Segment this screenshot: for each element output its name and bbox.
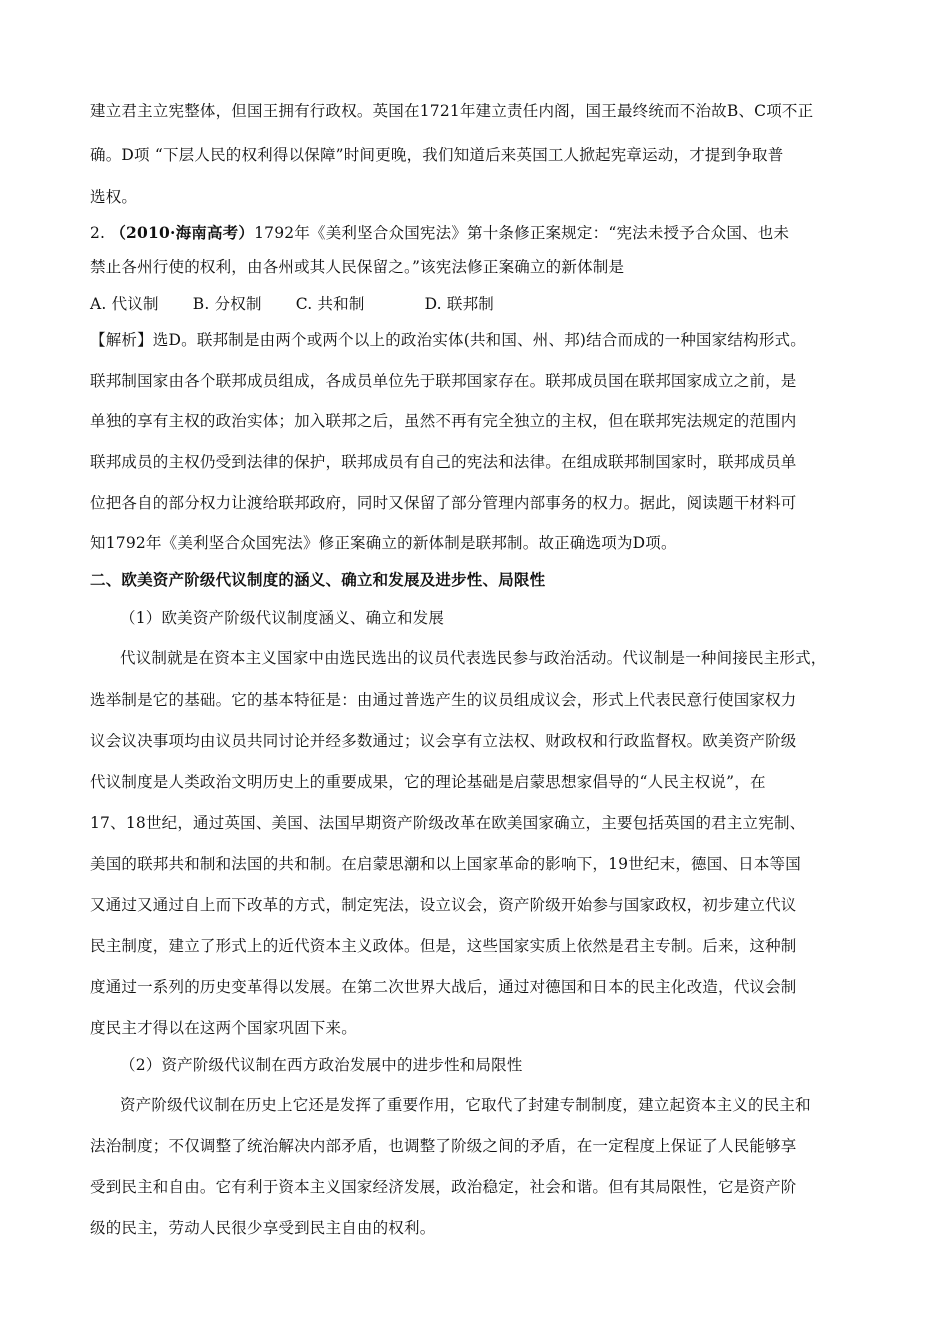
intro-line-3: 选权。 xyxy=(90,188,138,206)
sub-1-line-9: 度通过一系列的历史变革得以发展。在第二次世界大战后，通过对德国和日本的民主化改造，代议会制 xyxy=(90,978,797,996)
option-b: B. 分权制 xyxy=(192,295,262,313)
intro-line-2: 确。D项 “下层人民的权利得以保障”时间更晚，我们知道后来英国工人掀起宪章运动，才提到争取普 xyxy=(90,146,784,164)
sub-1-line-7: 又通过又通过自上而下改革的方式，制定宪法，设立议会，资产阶级开始参与国家政权，初步建立代议 xyxy=(90,896,797,914)
sub-2-line-4: 级的民主，劳动人民很少享受到民主自由的权利。 xyxy=(90,1219,436,1237)
analysis-line-4: 联邦成员的主权仍受到法律的保护，联邦成员有自己的宪法和法律。在组成联邦制国家时，联邦成员单 xyxy=(90,453,797,471)
question-2-stem-line-2: 禁止各州行使的权利，由各州或其人民保留之。”该宪法修正案确立的新体制是 xyxy=(90,258,625,276)
analysis-line-6: 知1792年《美利坚合众国宪法》修正案确立的新体制是联邦制。故正确选项为D项。 xyxy=(90,534,677,552)
sub-1-line-6: 美国的联邦共和制和法国的共和制。在启蒙思潮和以上国家革命的影响下，19世纪末，德国、日本等国 xyxy=(90,855,801,873)
sub-2-line-1: 资产阶级代议制在历史上它还是发挥了重要作用，它取代了封建专制制度，建立起资本主义的民主和 xyxy=(120,1096,811,1114)
sub-2-heading: （2）资产阶级代议制在西方政治发展中的进步性和局限性 xyxy=(120,1056,523,1074)
sub-2-line-3: 受到民主和自由。它有利于资本主义国家经济发展，政治稳定，社会和谐。但有其局限性，它是资产阶 xyxy=(90,1178,797,1196)
question-2-options xyxy=(90,294,528,314)
option-d: D. 联邦制 xyxy=(424,295,495,313)
analysis-line-5: 位把各自的部分权力让渡给联邦政府，同时又保留了部分管理内部事务的权力。据此，阅读题干材料可 xyxy=(90,494,797,512)
sub-1-line-4: 代议制度是人类政治文明历史上的重要成果，它的理论基础是启蒙思想家倡导的“人民主权说”，在 xyxy=(90,773,766,791)
intro-line-1: 建立君主立宪整体，但国王拥有行政权。英国在1721年建立责任内阁，国王最终统而不治故B、C项不正 xyxy=(90,102,814,120)
sub-2-line-2: 法治制度；不仅调整了统治解决内部矛盾，也调整了阶级之间的矛盾，在一定程度上保证了人民能够享 xyxy=(90,1137,797,1155)
analysis-line-1: 【解析】选D。联邦制是由两个或两个以上的政治实体(共和国、州、邦)结合而成的一种国家结构形式。 xyxy=(90,331,806,349)
question-number: 2. xyxy=(90,224,111,242)
question-2-stem-line-1 xyxy=(90,223,789,243)
sub-1-line-2: 选举制是它的基础。它的基本特征是：由通过普选产生的议员组成议会，形式上代表民意行使国家权力 xyxy=(90,691,797,709)
analysis-line-2: 联邦制国家由各个联邦成员组成，各成员单位先于联邦国家存在。联邦成员国在联邦国家成立之前，是 xyxy=(90,372,797,390)
sub-1-line-8: 民主制度，建立了形式上的近代资本主义政体。但是，这些国家实质上依然是君主专制。后来，这种制 xyxy=(90,937,797,955)
sub-1-line-5: 17、18世纪，通过英国、美国、法国早期资产阶级改革在欧美国家确立，主要包括英国的君主立宪制、 xyxy=(90,814,806,832)
question-text: 1792年《美利坚合众国宪法》第十条修正案规定：“宪法未授予合众国、也未 xyxy=(254,224,790,242)
sub-1-line-10: 度民主才得以在这两个国家巩固下来。 xyxy=(90,1019,357,1037)
question-source: （2010·海南高考） xyxy=(110,223,255,242)
option-c: C. 共和制 xyxy=(295,295,365,313)
section-2-heading: 二、欧美资产阶级代议制度的涵义、确立和发展及进步性、局限性 xyxy=(90,570,546,589)
sub-1-line-3: 议会议决事项均由议员共同讨论并经多数通过；议会享有立法权、财政权和行政监督权。欧美资产阶级 xyxy=(90,732,797,750)
sub-1-heading: （1）欧美资产阶级代议制度涵义、确立和发展 xyxy=(120,609,445,627)
sub-1-line-1: 代议制就是在资本主义国家中由选民选出的议员代表选民参与政治活动。代议制是一种间接民主形式， xyxy=(120,649,827,667)
option-a: A. 代议制 xyxy=(90,295,159,313)
analysis-line-3: 单独的享有主权的政治实体；加入联邦之后，虽然不再有完全独立的主权，但在联邦宪法规定的范围内 xyxy=(90,412,797,430)
